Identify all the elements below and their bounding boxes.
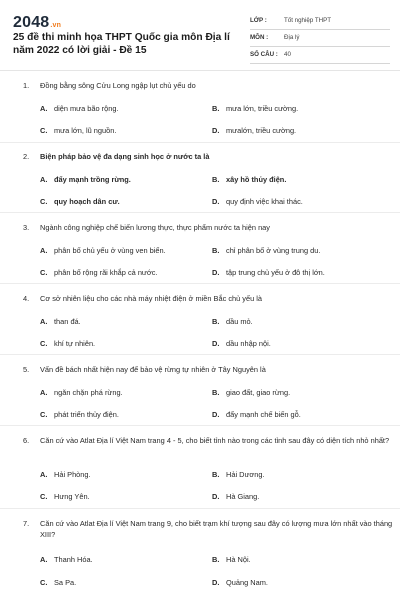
question-number: 2.	[23, 152, 30, 161]
question-stem	[23, 364, 393, 375]
option-letter: B.	[212, 388, 220, 397]
question-stem	[23, 435, 393, 446]
option-b[interactable]	[212, 174, 286, 185]
option-text: Quảng Nam.	[226, 578, 268, 587]
meta-class-value: Tốt nghiệp THPT	[284, 17, 332, 24]
option-text: tập trung chủ yếu ở đô thị lớn.	[226, 268, 325, 277]
option-c[interactable]	[40, 267, 157, 278]
option-d[interactable]	[212, 196, 303, 207]
option-d[interactable]	[212, 338, 271, 349]
option-a[interactable]	[40, 316, 81, 327]
option-text: xây hồ thủy điện.	[226, 175, 287, 184]
option-text: phân bố rộng rãi khắp cả nước.	[54, 268, 158, 277]
option-c[interactable]	[40, 338, 95, 349]
divider	[0, 283, 400, 284]
option-text: chỉ phân bố ở vùng trung du.	[226, 246, 321, 255]
question-text: Căn cứ vào Atlat Địa lí Việt Nam trang 4 - 5, cho biết tỉnh nào trong các tỉnh sau đây có diện tích nhỏ nhất?	[40, 436, 390, 445]
meta-count-label: SỐ CÂU :	[250, 51, 278, 58]
option-letter: D.	[212, 268, 220, 277]
question-text: Vấn đề bách nhất hiện nay để bảo vệ rừng tự nhiên ở Tây Nguyên là	[40, 365, 266, 374]
option-text: quy hoạch dân cư.	[54, 197, 120, 206]
option-letter: A.	[40, 555, 48, 564]
question-number: 6.	[23, 436, 30, 445]
option-letter: B.	[212, 175, 220, 184]
option-letter: D.	[212, 197, 220, 206]
option-text: khí tự nhiên.	[54, 339, 96, 348]
option-letter: B.	[212, 317, 220, 326]
question-text: Căn cứ vào Atlat Địa lí Việt Nam trang 9, cho biết trạm khí tượng sau đây có lượng mưa lớn nhất vào tháng XIII?	[40, 519, 393, 539]
option-letter: B.	[212, 555, 220, 564]
question-text: Ngành công nghiệp chế biến lương thực, thực phẩm nước ta hiện nay	[40, 223, 270, 232]
option-text: than đá.	[54, 317, 81, 326]
option-letter: C.	[40, 197, 48, 206]
option-c[interactable]	[40, 577, 76, 588]
question-text: Cơ sở nhiên liệu cho các nhà máy nhiệt điện ở miền Bắc chủ yếu là	[40, 294, 263, 303]
option-letter: A.	[40, 317, 48, 326]
option-a[interactable]	[40, 469, 91, 480]
divider	[0, 354, 400, 355]
question-stem	[23, 80, 393, 91]
divider	[0, 508, 400, 509]
question-text: Biện pháp bảo vệ đa dạng sinh học ở nước ta là	[40, 152, 210, 161]
option-d[interactable]	[212, 409, 301, 420]
option-letter: A.	[40, 175, 48, 184]
option-letter: C.	[40, 126, 48, 135]
option-text: đẩy mạnh trồng rừng.	[54, 175, 131, 184]
exam-meta	[250, 13, 390, 64]
question-stem	[23, 518, 393, 540]
option-b[interactable]	[212, 554, 251, 565]
option-text: diện mưa bão rộng.	[54, 104, 119, 113]
option-b[interactable]	[212, 103, 298, 114]
meta-class-label: LỚP :	[250, 17, 267, 24]
divider	[250, 63, 390, 64]
option-b[interactable]	[212, 245, 320, 256]
option-letter: A.	[40, 470, 48, 479]
option-text: Hưng Yên.	[54, 492, 90, 501]
option-text: mưalớn, triều cường.	[226, 126, 297, 135]
option-letter: D.	[212, 339, 220, 348]
brand-tld: .vn	[50, 22, 62, 29]
option-letter: B.	[212, 104, 220, 113]
option-letter: D.	[212, 492, 220, 501]
option-letter: C.	[40, 492, 48, 501]
option-c[interactable]	[40, 409, 119, 420]
option-text: mưa lớn, triều cường.	[226, 104, 299, 113]
option-text: phân bố chủ yếu ở vùng ven biển.	[54, 246, 166, 255]
option-text: dầu mỏ.	[226, 317, 253, 326]
option-c[interactable]	[40, 491, 90, 502]
meta-subject-value: Địa lý	[284, 34, 300, 41]
option-a[interactable]	[40, 245, 166, 256]
question-stem	[23, 222, 393, 233]
meta-subject	[250, 30, 390, 47]
option-a[interactable]	[40, 554, 93, 565]
option-text: Thanh Hóa.	[54, 555, 93, 564]
question-number: 1.	[23, 81, 30, 90]
option-text: Hải Dương.	[226, 470, 265, 479]
question-stem	[23, 293, 393, 304]
brand-name: 2048	[13, 14, 50, 31]
option-c[interactable]	[40, 196, 120, 207]
option-letter: C.	[40, 410, 48, 419]
option-text: Hải Phòng.	[54, 470, 91, 479]
option-letter: C.	[40, 268, 48, 277]
option-text: giao đất, giao rừng.	[226, 388, 291, 397]
option-letter: D.	[212, 126, 220, 135]
option-letter: A.	[40, 104, 48, 113]
option-letter: C.	[40, 578, 48, 587]
page-header	[0, 0, 400, 66]
header-divider	[0, 70, 400, 71]
question-number: 5.	[23, 365, 30, 374]
option-text: Hà Nội.	[226, 555, 251, 564]
question-number: 4.	[23, 294, 30, 303]
option-letter: B.	[212, 246, 220, 255]
meta-subject-label: MÔN :	[250, 34, 269, 41]
divider	[0, 425, 400, 426]
option-c[interactable]	[40, 125, 116, 136]
divider	[0, 212, 400, 213]
option-letter: D.	[212, 578, 220, 587]
option-d[interactable]	[212, 125, 296, 136]
option-d[interactable]	[212, 491, 259, 502]
option-text: phát triển thủy điện.	[54, 410, 119, 419]
option-d[interactable]	[212, 267, 325, 278]
option-letter: A.	[40, 246, 48, 255]
option-a[interactable]	[40, 387, 123, 398]
option-text: đẩy mạnh chế biến gỗ.	[226, 410, 301, 419]
option-letter: D.	[212, 410, 220, 419]
option-b[interactable]	[212, 316, 253, 327]
divider	[0, 142, 400, 143]
option-letter: A.	[40, 388, 48, 397]
option-text: quy định việc khai thác.	[226, 197, 303, 206]
option-letter: B.	[212, 470, 220, 479]
option-text: dầu nhập nội.	[226, 339, 271, 348]
brand-logo[interactable]	[13, 14, 61, 32]
option-b[interactable]	[212, 469, 265, 480]
meta-count-value: 40	[284, 51, 291, 58]
option-d[interactable]	[212, 577, 268, 588]
meta-class	[250, 13, 390, 30]
question-text: Đồng bằng sông Cửu Long ngập lụt chủ yếu do	[40, 81, 196, 90]
meta-count	[250, 47, 390, 64]
option-a[interactable]	[40, 174, 131, 185]
option-b[interactable]	[212, 387, 290, 398]
exam-title: 25 đề thi minh họa THPT Quốc gia môn Địa lí năm 2022 có lời giải - Đề 15	[13, 32, 230, 56]
option-text: Hà Giang.	[226, 492, 260, 501]
question-number: 3.	[23, 223, 30, 232]
option-text: Sa Pa.	[54, 578, 77, 587]
option-text: ngăn chặn phá rừng.	[54, 388, 123, 397]
question-number: 7.	[23, 519, 30, 528]
question-stem	[23, 151, 393, 162]
option-a[interactable]	[40, 103, 119, 114]
option-letter: C.	[40, 339, 48, 348]
option-text: mưa lớn, lũ nguồn.	[54, 126, 117, 135]
